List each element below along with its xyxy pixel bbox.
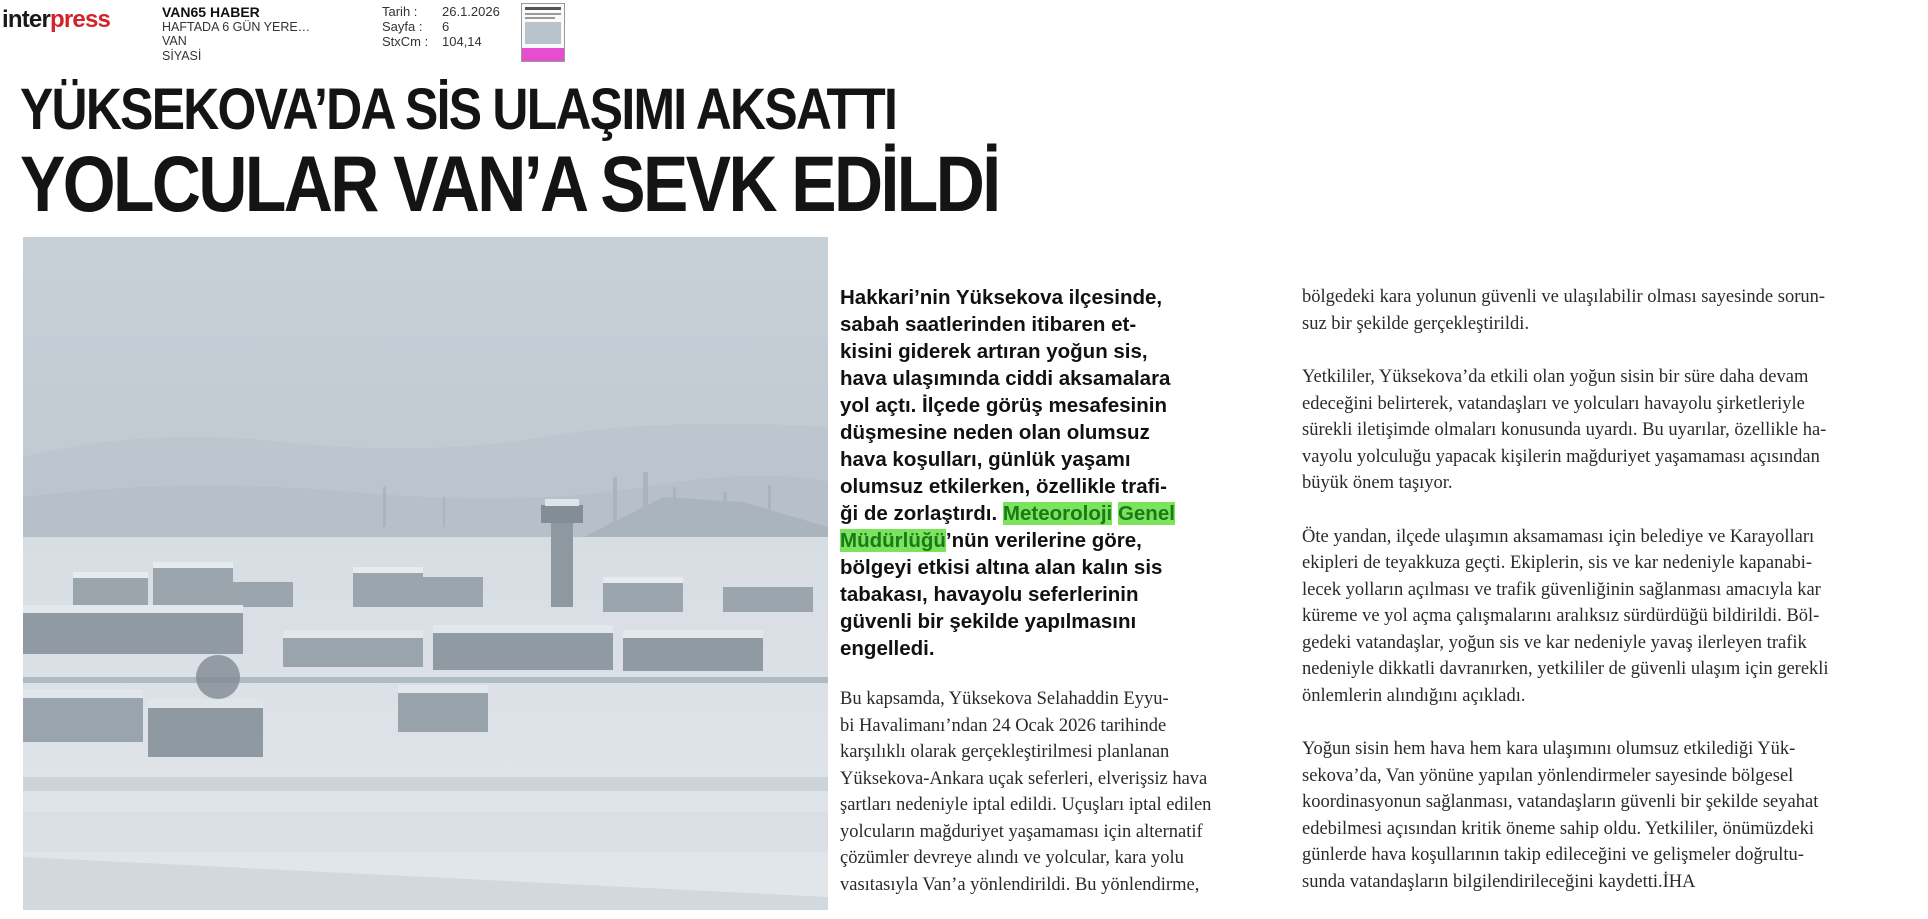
lead-line: düşmesine neden olan olumsuz: [840, 421, 1150, 444]
body-line: şartları nedeniyle iptal edildi. Uçuşları iptal edilen: [840, 795, 1212, 815]
lead-line-text: ği de zorlaştırdı.: [840, 502, 998, 525]
meta-date-label: Tarih :: [382, 4, 418, 19]
page-thumbnail[interactable]: [521, 3, 565, 62]
body-line: vasıtasıyla Van’a yönlendirildi. Bu yönlendirme,: [840, 874, 1200, 895]
meta-date-value: 26.1.2026: [442, 4, 500, 19]
keyword-highlight: Meteoroloji: [1002, 502, 1113, 525]
foggy-airport-photo: [23, 237, 828, 910]
body-line: büyük önem taşıyor.: [1302, 473, 1453, 493]
body-line: ekipleri de teyakkuza geçti. Ekiplerin, sis ve kar nedeniyle kapanabi-: [1302, 553, 1813, 573]
lead-line: kisini giderek artıran yoğun sis,: [840, 340, 1148, 363]
logo-main: inter: [2, 6, 51, 33]
article-paragraph-3: [1302, 364, 1914, 497]
meta-stxcm-label: StxCm :: [382, 34, 429, 49]
thumbnail-line: [525, 13, 561, 15]
body-line: sekova’da, Van yönüne yapılan yönlendirmeler sayesinde bölgesel: [1302, 765, 1794, 786]
body-line: Öte yandan, ilçede ulaşımın aksamaması için belediye ve Karayolları: [1302, 526, 1815, 547]
body-line: sunda vatandaşların bilgilendirileceğini kaydetti.İHA: [1302, 871, 1696, 892]
body-line: bölgedeki kara yolunun güvenli ve ulaşılabilir olması sayesinde sorun-: [1302, 287, 1826, 307]
lead-line: sabah saatlerinden itibaren et-: [840, 313, 1137, 336]
headline-line-2: YOLCULAR VAN’A SEVK EDİLDİ: [20, 139, 999, 228]
keyword-highlight: Müdürlüğü: [840, 529, 946, 552]
article-lead: [840, 284, 1272, 662]
article-column-right: [1302, 284, 1914, 895]
article-headline: [20, 77, 999, 228]
lead-line: bölgeyi etkisi altına alan kalın sis: [840, 556, 1163, 579]
thumbnail-headline: [525, 7, 561, 10]
body-line: lecek yolların açılması ve trafik güvenliğinin sağlanması amacıyla kar: [1302, 579, 1821, 600]
article-paragraph-5: [1302, 736, 1914, 895]
meta-page-label: Sayfa :: [382, 19, 423, 34]
lead-line: hava ulaşımında ciddi aksamalara: [840, 367, 1171, 390]
publication-info: [162, 5, 310, 63]
lead-line-text: ’nün verilerine göre,: [945, 529, 1142, 552]
publication-category: SİYASİ: [162, 48, 202, 63]
body-line: Yetkililer, Yüksekova’da etkili olan yoğun sisin bir süre daha devam: [1302, 367, 1809, 387]
publication-name: VAN65 HABER: [162, 4, 260, 20]
article-photo: [23, 237, 828, 910]
lead-line: güvenli bir şekilde yapılmasını: [840, 610, 1137, 633]
article-column-middle: [840, 284, 1272, 898]
body-line: yolcuların mağduriyet yaşamaması için alternatif: [840, 821, 1203, 842]
meta-date: [382, 4, 500, 19]
body-line: suz bir şekilde gerçekleştirildi.: [1302, 313, 1530, 334]
thumbnail-image: [525, 22, 561, 44]
body-line: bi Havalimanı’ndan 24 Ocak 2026 tarihinde: [840, 715, 1167, 736]
body-line: Yüksekova-Ankara uçak seferleri, elverişsiz hava: [840, 768, 1208, 789]
clipping-meta: [382, 4, 500, 49]
lead-line: tabakası, havayolu seferlerinin: [840, 583, 1139, 606]
article-paragraph-2: [1302, 284, 1914, 337]
lead-line: Hakkari’nin Yüksekova ilçesinde,: [840, 286, 1163, 309]
body-line: önlemlerin alındığını açıkladı.: [1302, 685, 1526, 706]
publication-frequency: HAFTADA 6 GÜN YERE…: [162, 19, 311, 34]
interpress-logo: [2, 8, 110, 32]
body-line: koordinasyonun sağlanması, vatandaşların güvenli bir şekilde seyahat: [1302, 792, 1819, 812]
article-paragraph-1: [840, 686, 1272, 898]
meta-page-value: 6: [442, 19, 450, 34]
lead-line: engelledi.: [840, 637, 935, 660]
meta-stxcm-value: 104,14: [442, 34, 482, 49]
logo-accent: press: [50, 6, 111, 33]
lead-line: yol açtı. İlçede görüş mesafesinin: [840, 394, 1167, 417]
body-line: gedeki vatandaşlar, yoğun sis ve kar nedeniyle yavaş ilerleyen trafik: [1302, 632, 1807, 653]
headline-line-1: YÜKSEKOVA’DA SİS ULAŞIMI AKSATTI: [20, 77, 897, 142]
meta-page: [382, 19, 500, 34]
thumbnail-line: [525, 17, 555, 19]
body-line: karşılıklı olarak gerçekleştirilmesi planlanan: [840, 742, 1170, 762]
lead-line: hava koşulları, günlük yaşamı: [840, 448, 1131, 471]
publication-city: VAN: [162, 34, 187, 48]
body-line: Bu kapsamda, Yüksekova Selahaddin Eyyu-: [840, 689, 1169, 709]
body-line: günlerde hava koşullarının takip edileceğini ve gelişmeler doğrultu-: [1302, 845, 1804, 865]
lead-line: olumsuz etkilerken, özellikle trafi-: [840, 475, 1167, 498]
body-line: nedeniyle dikkatli davranırken, yetkililer de güvenli ulaşım için gerekli: [1302, 659, 1829, 679]
lead-line: [840, 527, 1272, 554]
body-line: vayolu yolculuğu yapacak kişilerin mağduriyet yaşamaması açısından: [1302, 446, 1820, 467]
body-line: sürekli iletişimde olmaları konusunda uyardı. Bu uyarılar, özellikle ha-: [1302, 420, 1827, 440]
meta-stxcm: [382, 34, 500, 49]
body-line: Yoğun sisin hem hava hem kara ulaşımını olumsuz etkilediği Yük-: [1302, 739, 1796, 759]
lead-line: [840, 500, 1272, 527]
article-paragraph-4: [1302, 524, 1914, 710]
body-line: edebilmesi açısından kritik öneme sahip oldu. Yetkililer, önümüzdeki: [1302, 818, 1815, 839]
body-line: edeceğini belirterek, vatandaşları ve yolcuları havayolu şirketleriyle: [1302, 393, 1805, 414]
keyword-highlight: Genel: [1117, 502, 1175, 525]
body-line: çözümler devreye alındı ve yolcular, kara yolu: [840, 848, 1184, 868]
clipping-header: [0, 0, 1928, 65]
body-line: küreme ve yol açma çalışmalarını aralıksız sürdürdüğü bildirildi. Böl-: [1302, 606, 1820, 626]
thumbnail-highlight: [522, 48, 564, 61]
